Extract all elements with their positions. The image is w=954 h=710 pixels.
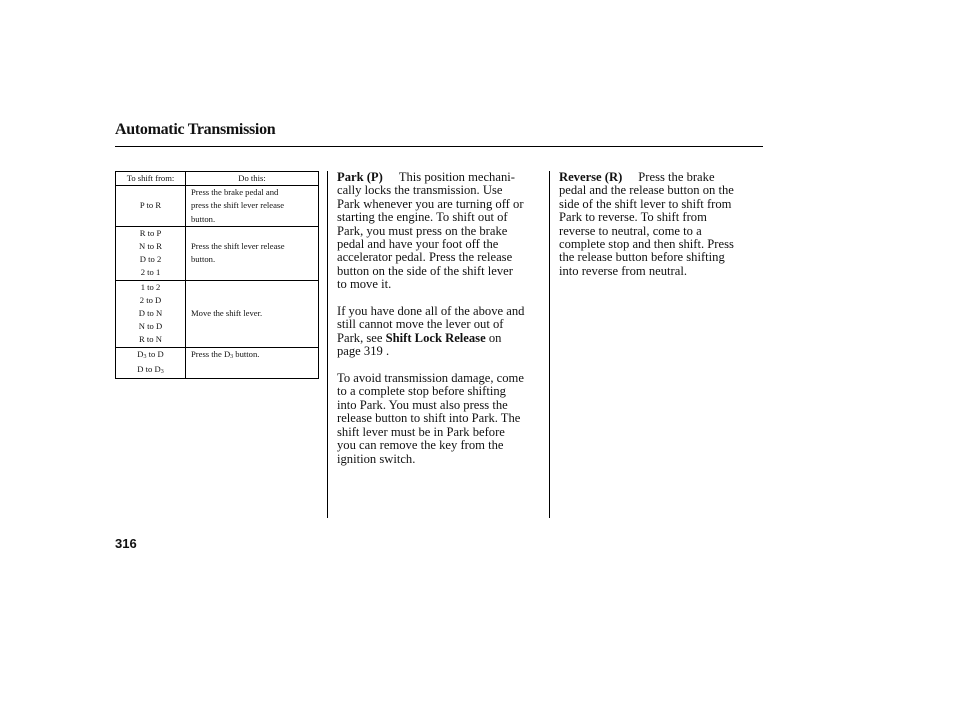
para2-pre: Park, see bbox=[337, 330, 386, 345]
park-heading: Park (P) bbox=[337, 170, 383, 184]
table-header-row bbox=[116, 172, 318, 186]
reverse-line: pedal and the release button on the bbox=[559, 183, 734, 198]
page-number: 316 bbox=[115, 536, 137, 551]
para3-line: you can remove the key from the bbox=[337, 438, 504, 453]
reverse-line: into reverse from neutral. bbox=[559, 263, 687, 278]
action-text: Move the shift lever. bbox=[191, 308, 263, 319]
park-line: button on the side of the shift lever bbox=[337, 263, 513, 278]
action-text: Press the $D_3$ button. bbox=[191, 348, 260, 360]
shift-table bbox=[115, 171, 319, 379]
column-divider bbox=[327, 171, 328, 518]
para3-line: into Park. You must also press the bbox=[337, 397, 508, 412]
park-line: accelerator pedal. Press the release bbox=[337, 250, 513, 265]
para3-line: release button to shift into Park. The bbox=[337, 411, 521, 426]
para3-line: ignition switch. bbox=[337, 451, 416, 466]
park-line: to move it. bbox=[337, 277, 392, 292]
column-divider bbox=[549, 171, 550, 518]
action-text: press the shift lever release bbox=[191, 200, 285, 211]
from-value: R to P bbox=[139, 227, 162, 238]
park-paragraph bbox=[337, 171, 545, 292]
reverse-line: complete stop and then shift. Press bbox=[559, 237, 734, 252]
header-from: To shift from: bbox=[116, 172, 186, 185]
action-cell bbox=[186, 281, 318, 347]
middle-column bbox=[337, 171, 545, 479]
park-line: Park, you must press on the brake bbox=[337, 223, 508, 238]
from-value: D to N bbox=[138, 308, 163, 319]
action-cell bbox=[186, 186, 318, 226]
from-value: 2 to 1 bbox=[140, 267, 161, 278]
from-value: 1 to 2 bbox=[140, 281, 161, 292]
para3-line: To avoid transmission damage, come bbox=[337, 371, 524, 386]
reverse-heading: Reverse (R) bbox=[559, 170, 623, 184]
action-text: Press the brake pedal and bbox=[191, 187, 279, 198]
table-row bbox=[116, 227, 318, 281]
park-lead-text: This position mechani- bbox=[398, 170, 515, 184]
from-value: N to R bbox=[139, 241, 162, 252]
action-text: button. bbox=[191, 254, 216, 265]
from-value: R to N bbox=[139, 334, 162, 345]
park-line: cally locks the transmission. Use bbox=[337, 183, 503, 198]
para2-line: If you have done all of the above and bbox=[337, 304, 525, 319]
from-value: D to $D_3$ bbox=[137, 363, 164, 375]
reverse-line: the release button before shifting bbox=[559, 250, 725, 265]
action-cell bbox=[186, 227, 318, 280]
from-cell bbox=[116, 186, 186, 226]
para2-line: still cannot move the lever out of bbox=[337, 317, 504, 332]
table-row bbox=[116, 348, 318, 378]
reverse-lead-text: Press the brake bbox=[638, 170, 715, 184]
action-text: Press the shift lever release bbox=[191, 241, 285, 252]
title-divider bbox=[115, 146, 763, 147]
damage-paragraph bbox=[337, 372, 545, 466]
para2-post: on bbox=[485, 330, 502, 345]
reverse-paragraph bbox=[559, 171, 759, 278]
from-cell bbox=[116, 227, 186, 280]
table-row bbox=[116, 281, 318, 348]
para3-line: to a complete stop before shifting bbox=[337, 384, 506, 399]
from-value: N to D bbox=[138, 321, 163, 332]
park-line: starting the engine. To shift out of bbox=[337, 210, 508, 225]
reverse-line: Park to reverse. To shift from bbox=[559, 210, 707, 225]
action-text: button. bbox=[191, 213, 216, 224]
para3-line: shift lever must be in Park before bbox=[337, 424, 505, 439]
park-line: pedal and have your foot off the bbox=[337, 237, 499, 252]
header-do: Do this: bbox=[238, 173, 266, 183]
shift-lock-paragraph bbox=[337, 305, 545, 359]
reverse-line: side of the shift lever to shift from bbox=[559, 196, 732, 211]
action-cell bbox=[186, 348, 318, 378]
shift-lock-release-link[interactable]: Shift Lock Release bbox=[385, 330, 486, 345]
from-value: $D_3$ to D bbox=[137, 348, 164, 360]
from-cell bbox=[116, 281, 186, 347]
right-column bbox=[559, 171, 759, 292]
park-line: Park whenever you are turning off or bbox=[337, 196, 524, 211]
reverse-line: reverse to neutral, come to a bbox=[559, 223, 702, 238]
page-reference[interactable]: page 319 . bbox=[337, 344, 390, 359]
table-row bbox=[116, 186, 318, 227]
page-title: Automatic Transmission bbox=[115, 121, 276, 138]
from-value: P to R bbox=[139, 200, 162, 211]
from-value: 2 to D bbox=[139, 294, 162, 305]
from-cell bbox=[116, 348, 186, 378]
from-value: D to 2 bbox=[139, 254, 162, 265]
